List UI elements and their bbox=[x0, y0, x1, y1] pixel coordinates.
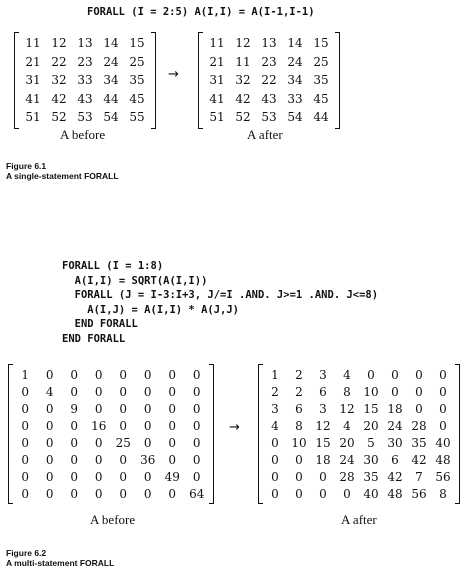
left-bracket bbox=[14, 32, 19, 129]
matrix-cell: 0 bbox=[295, 452, 303, 467]
matrix-cell: 20 bbox=[363, 418, 379, 433]
matrix-cell: 54 bbox=[287, 110, 303, 125]
matrix-cell: 0 bbox=[168, 486, 177, 501]
matrix-cell: 0 bbox=[168, 384, 177, 399]
matrix-cell: 0 bbox=[192, 418, 201, 433]
matrix-cell: 0 bbox=[439, 418, 447, 433]
matrix-cell: 23 bbox=[261, 54, 277, 69]
figure-6-2-code bbox=[62, 259, 378, 346]
matrix-cell: 4 bbox=[343, 418, 351, 433]
matrix-row bbox=[13, 485, 209, 502]
figure-6-1-matrix-after bbox=[198, 32, 340, 129]
matrix-cell: 13 bbox=[261, 36, 277, 51]
code-line: END FORALL bbox=[62, 318, 138, 330]
matrix-cell: 51 bbox=[209, 110, 225, 125]
matrix-cell: 0 bbox=[192, 469, 201, 484]
matrix-cell: 2 bbox=[295, 367, 303, 382]
matrix-cell: 41 bbox=[209, 91, 225, 106]
matrix-cell: 35 bbox=[411, 435, 427, 450]
matrix-cell: 12 bbox=[235, 36, 251, 51]
right-bracket bbox=[335, 32, 340, 129]
code-line: END FORALL bbox=[62, 332, 126, 345]
matrix-cell: 3 bbox=[271, 401, 279, 416]
matrix-cell: 20 bbox=[339, 435, 355, 450]
matrix-cell: 48 bbox=[387, 486, 403, 501]
matrix-row bbox=[204, 71, 334, 90]
matrix-cell: 9 bbox=[70, 401, 79, 416]
matrix-row bbox=[263, 434, 455, 451]
matrix-cell: 0 bbox=[70, 486, 79, 501]
matrix-cell: 35 bbox=[129, 73, 145, 88]
matrix-cell: 30 bbox=[363, 452, 379, 467]
matrix-row bbox=[20, 71, 150, 90]
matrix-cell: 0 bbox=[143, 367, 152, 382]
matrix-cell: 42 bbox=[235, 91, 251, 106]
matrix-cell: 0 bbox=[295, 469, 303, 484]
matrix-cell: 0 bbox=[295, 486, 303, 501]
matrix-cell: 34 bbox=[287, 73, 303, 88]
right-bracket bbox=[209, 364, 214, 504]
matrix-row bbox=[13, 400, 209, 417]
matrix-cell: 0 bbox=[119, 367, 128, 382]
matrix-cell: 33 bbox=[77, 73, 93, 88]
figure-6-2-arrow: → bbox=[229, 420, 240, 435]
matrix-cell: 0 bbox=[119, 418, 128, 433]
matrix-cell: 24 bbox=[287, 54, 303, 69]
matrix-row bbox=[20, 90, 150, 109]
matrix-cell: 0 bbox=[143, 384, 152, 399]
matrix-cell: 10 bbox=[291, 435, 307, 450]
matrix-cell: 0 bbox=[94, 435, 103, 450]
matrix-cell: 24 bbox=[387, 418, 403, 433]
matrix-cell: 32 bbox=[51, 73, 67, 88]
matrix-cell: 15 bbox=[313, 36, 329, 51]
figure-6-2-label-before: A before bbox=[90, 512, 136, 527]
matrix-cell: 25 bbox=[313, 54, 329, 69]
right-bracket bbox=[455, 364, 460, 504]
matrix-cell: 8 bbox=[295, 418, 303, 433]
matrix-cell: 0 bbox=[168, 401, 177, 416]
matrix-cell: 8 bbox=[343, 384, 351, 399]
matrix-cell: 0 bbox=[319, 469, 327, 484]
matrix-cell: 0 bbox=[143, 401, 152, 416]
matrix-cell: 6 bbox=[295, 401, 303, 416]
right-bracket bbox=[151, 32, 156, 129]
matrix-cell: 0 bbox=[21, 384, 30, 399]
matrix-cell: 0 bbox=[192, 384, 201, 399]
matrix-cell: 0 bbox=[45, 469, 54, 484]
matrix-cell: 12 bbox=[339, 401, 355, 416]
matrix-cell: 0 bbox=[119, 469, 128, 484]
matrix-cell: 0 bbox=[94, 452, 103, 467]
matrix-cell: 18 bbox=[315, 452, 331, 467]
matrix-cell: 0 bbox=[192, 401, 201, 416]
matrix-cell: 0 bbox=[94, 367, 103, 382]
matrix-cell: 23 bbox=[77, 54, 93, 69]
matrix-row bbox=[13, 434, 209, 451]
matrix-cell: 0 bbox=[119, 401, 128, 416]
matrix-cell: 10 bbox=[363, 384, 379, 399]
matrix-cell: 0 bbox=[168, 452, 177, 467]
matrix-row bbox=[13, 366, 209, 383]
matrix-cell: 13 bbox=[77, 36, 93, 51]
matrix-cell: 0 bbox=[45, 401, 54, 416]
figure-6-1-code: FORALL (I = 2:5) A(I,I) = A(I-1,I-1) bbox=[87, 6, 315, 18]
matrix-cell: 15 bbox=[315, 435, 331, 450]
matrix-cell: 0 bbox=[143, 469, 152, 484]
matrix-cell: 0 bbox=[94, 401, 103, 416]
matrix-cell: 0 bbox=[271, 486, 279, 501]
figure-6-2-caption: A multi-statement FORALL bbox=[6, 558, 115, 568]
matrix-cell: 0 bbox=[21, 486, 30, 501]
matrix-cell: 0 bbox=[70, 367, 79, 382]
matrix-cell: 0 bbox=[415, 401, 423, 416]
matrix-cell: 49 bbox=[164, 469, 180, 484]
matrix-cell: 0 bbox=[319, 486, 327, 501]
matrix-cell: 0 bbox=[391, 367, 399, 382]
left-bracket bbox=[198, 32, 203, 129]
code-line: A(I,J) = A(I,I) * A(J,J) bbox=[62, 303, 240, 316]
matrix-cell: 35 bbox=[363, 469, 379, 484]
matrix-cell: 4 bbox=[45, 384, 54, 399]
matrix-cell: 0 bbox=[21, 435, 30, 450]
matrix-cell: 0 bbox=[439, 401, 447, 416]
figure-6-2-number: Figure 6.2 bbox=[6, 548, 47, 558]
matrix-cell: 25 bbox=[129, 54, 145, 69]
matrix-cell: 51 bbox=[25, 110, 41, 125]
matrix-cell: 0 bbox=[70, 384, 79, 399]
matrix-cell: 15 bbox=[363, 401, 379, 416]
matrix-cell: 52 bbox=[51, 110, 67, 125]
matrix-row bbox=[263, 468, 455, 485]
matrix-row bbox=[263, 366, 455, 383]
matrix-cell: 40 bbox=[363, 486, 379, 501]
matrix-cell: 0 bbox=[119, 452, 128, 467]
matrix-cell: 0 bbox=[94, 486, 103, 501]
matrix-row bbox=[13, 383, 209, 400]
code-line: FORALL (J = I-3:I+3, J/=I .AND. J>=1 .AND. J<=8) bbox=[62, 289, 379, 301]
matrix-cell: 11 bbox=[209, 36, 225, 51]
matrix-cell: 35 bbox=[313, 73, 329, 88]
matrix-cell: 0 bbox=[70, 435, 79, 450]
matrix-cell: 48 bbox=[435, 452, 451, 467]
matrix-cell: 0 bbox=[168, 435, 177, 450]
matrix-cell: 22 bbox=[261, 73, 277, 88]
matrix-cell: 0 bbox=[343, 486, 351, 501]
matrix-cell: 11 bbox=[235, 54, 251, 69]
matrix-cell: 0 bbox=[45, 452, 54, 467]
matrix-cell: 0 bbox=[192, 435, 201, 450]
matrix-cell: 0 bbox=[271, 452, 279, 467]
figure-6-2-matrix-after bbox=[258, 364, 460, 504]
matrix-cell: 0 bbox=[415, 384, 423, 399]
matrix-cell: 32 bbox=[235, 73, 251, 88]
matrix-cell: 0 bbox=[21, 401, 30, 416]
matrix-row bbox=[204, 53, 334, 72]
matrix-cell: 22 bbox=[51, 54, 67, 69]
matrix-row bbox=[13, 468, 209, 485]
matrix-cell: 36 bbox=[140, 452, 156, 467]
matrix-cell: 12 bbox=[315, 418, 331, 433]
matrix-row bbox=[263, 451, 455, 468]
matrix-cell: 0 bbox=[94, 469, 103, 484]
figure-6-1-number: Figure 6.1 bbox=[6, 161, 47, 171]
matrix-cell: 14 bbox=[287, 36, 303, 51]
matrix-row bbox=[13, 417, 209, 434]
matrix-cell: 34 bbox=[103, 73, 119, 88]
matrix-cell: 0 bbox=[45, 367, 54, 382]
matrix-row bbox=[263, 383, 455, 400]
matrix-cell: 55 bbox=[129, 110, 145, 125]
matrix-cell: 56 bbox=[435, 469, 451, 484]
matrix-cell: 53 bbox=[77, 110, 93, 125]
matrix-row bbox=[263, 417, 455, 434]
matrix-cell: 0 bbox=[70, 418, 79, 433]
matrix-row bbox=[13, 451, 209, 468]
figure-6-1-label-before: A before bbox=[60, 127, 106, 142]
matrix-cell: 56 bbox=[411, 486, 427, 501]
matrix-row bbox=[204, 34, 334, 53]
matrix-row bbox=[204, 90, 334, 109]
matrix-cell: 0 bbox=[271, 435, 279, 450]
matrix-cell: 41 bbox=[25, 91, 41, 106]
matrix-cell: 21 bbox=[25, 54, 41, 69]
matrix-cell: 33 bbox=[287, 91, 303, 106]
figure-6-1-matrix-before bbox=[14, 32, 156, 129]
matrix-cell: 0 bbox=[415, 367, 423, 382]
left-bracket bbox=[258, 364, 263, 504]
matrix-cell: 1 bbox=[271, 367, 279, 382]
matrix-cell: 40 bbox=[435, 435, 451, 450]
matrix-cell: 43 bbox=[77, 91, 93, 106]
matrix-cell: 16 bbox=[91, 418, 107, 433]
matrix-cell: 0 bbox=[143, 486, 152, 501]
matrix-cell: 43 bbox=[261, 91, 277, 106]
matrix-cell: 14 bbox=[103, 36, 119, 51]
matrix-cell: 0 bbox=[439, 367, 447, 382]
figure-6-2-label-after: A after bbox=[341, 512, 377, 527]
matrix-cell: 0 bbox=[21, 469, 30, 484]
matrix-cell: 4 bbox=[271, 418, 279, 433]
matrix-cell: 24 bbox=[103, 54, 119, 69]
matrix-cell: 8 bbox=[439, 486, 447, 501]
matrix-cell: 53 bbox=[261, 110, 277, 125]
matrix-cell: 6 bbox=[319, 384, 327, 399]
matrix-cell: 31 bbox=[209, 73, 225, 88]
matrix-cell: 0 bbox=[192, 452, 201, 467]
matrix-row bbox=[263, 485, 455, 502]
matrix-cell: 0 bbox=[70, 469, 79, 484]
matrix-cell: 0 bbox=[168, 418, 177, 433]
matrix-cell: 52 bbox=[235, 110, 251, 125]
matrix-cell: 25 bbox=[115, 435, 131, 450]
matrix-cell: 54 bbox=[103, 110, 119, 125]
matrix-cell: 0 bbox=[119, 486, 128, 501]
matrix-cell: 28 bbox=[411, 418, 427, 433]
code-line: FORALL (I = 1:8) bbox=[62, 260, 164, 272]
matrix-cell: 6 bbox=[391, 452, 399, 467]
figure-6-1-arrow: → bbox=[168, 67, 179, 82]
left-bracket bbox=[8, 364, 13, 504]
matrix-cell: 0 bbox=[439, 384, 447, 399]
matrix-cell: 24 bbox=[339, 452, 355, 467]
matrix-cell: 2 bbox=[295, 384, 303, 399]
matrix-cell: 0 bbox=[168, 367, 177, 382]
matrix-row bbox=[20, 34, 150, 53]
matrix-cell: 11 bbox=[25, 36, 41, 51]
matrix-cell: 30 bbox=[387, 435, 403, 450]
matrix-cell: 42 bbox=[51, 91, 67, 106]
matrix-cell: 0 bbox=[94, 384, 103, 399]
matrix-cell: 0 bbox=[21, 418, 30, 433]
figure-6-2-matrix-before bbox=[8, 364, 214, 504]
matrix-cell: 0 bbox=[45, 418, 54, 433]
matrix-cell: 0 bbox=[21, 452, 30, 467]
matrix-cell: 0 bbox=[119, 384, 128, 399]
matrix-cell: 4 bbox=[343, 367, 351, 382]
matrix-cell: 44 bbox=[103, 91, 119, 106]
matrix-cell: 42 bbox=[387, 469, 403, 484]
matrix-cell: 0 bbox=[45, 486, 54, 501]
matrix-cell: 12 bbox=[51, 36, 67, 51]
matrix-cell: 3 bbox=[319, 367, 327, 382]
matrix-cell: 0 bbox=[143, 435, 152, 450]
matrix-cell: 18 bbox=[387, 401, 403, 416]
matrix-cell: 0 bbox=[192, 367, 201, 382]
code-line: A(I,I) = SQRT(A(I,I)) bbox=[62, 274, 208, 287]
matrix-row bbox=[204, 108, 334, 127]
matrix-cell: 0 bbox=[70, 452, 79, 467]
matrix-cell: 31 bbox=[25, 73, 41, 88]
figure-6-1-label-after: A after bbox=[247, 127, 283, 142]
matrix-cell: 21 bbox=[209, 54, 225, 69]
matrix-cell: 2 bbox=[271, 384, 279, 399]
matrix-cell: 42 bbox=[411, 452, 427, 467]
matrix-row bbox=[20, 108, 150, 127]
matrix-cell: 28 bbox=[339, 469, 355, 484]
matrix-cell: 0 bbox=[391, 384, 399, 399]
figure-6-1-caption: A single-statement FORALL bbox=[6, 171, 119, 181]
matrix-cell: 3 bbox=[319, 401, 327, 416]
matrix-cell: 0 bbox=[271, 469, 279, 484]
matrix-row bbox=[20, 53, 150, 72]
matrix-cell: 45 bbox=[129, 91, 145, 106]
matrix-cell: 1 bbox=[21, 367, 30, 382]
matrix-cell: 15 bbox=[129, 36, 145, 51]
matrix-cell: 5 bbox=[367, 435, 375, 450]
matrix-cell: 7 bbox=[415, 469, 423, 484]
matrix-cell: 44 bbox=[313, 110, 329, 125]
matrix-cell: 0 bbox=[143, 418, 152, 433]
matrix-cell: 45 bbox=[313, 91, 329, 106]
matrix-cell: 0 bbox=[45, 435, 54, 450]
matrix-row bbox=[263, 400, 455, 417]
matrix-cell: 64 bbox=[189, 486, 205, 501]
matrix-cell: 0 bbox=[367, 367, 375, 382]
